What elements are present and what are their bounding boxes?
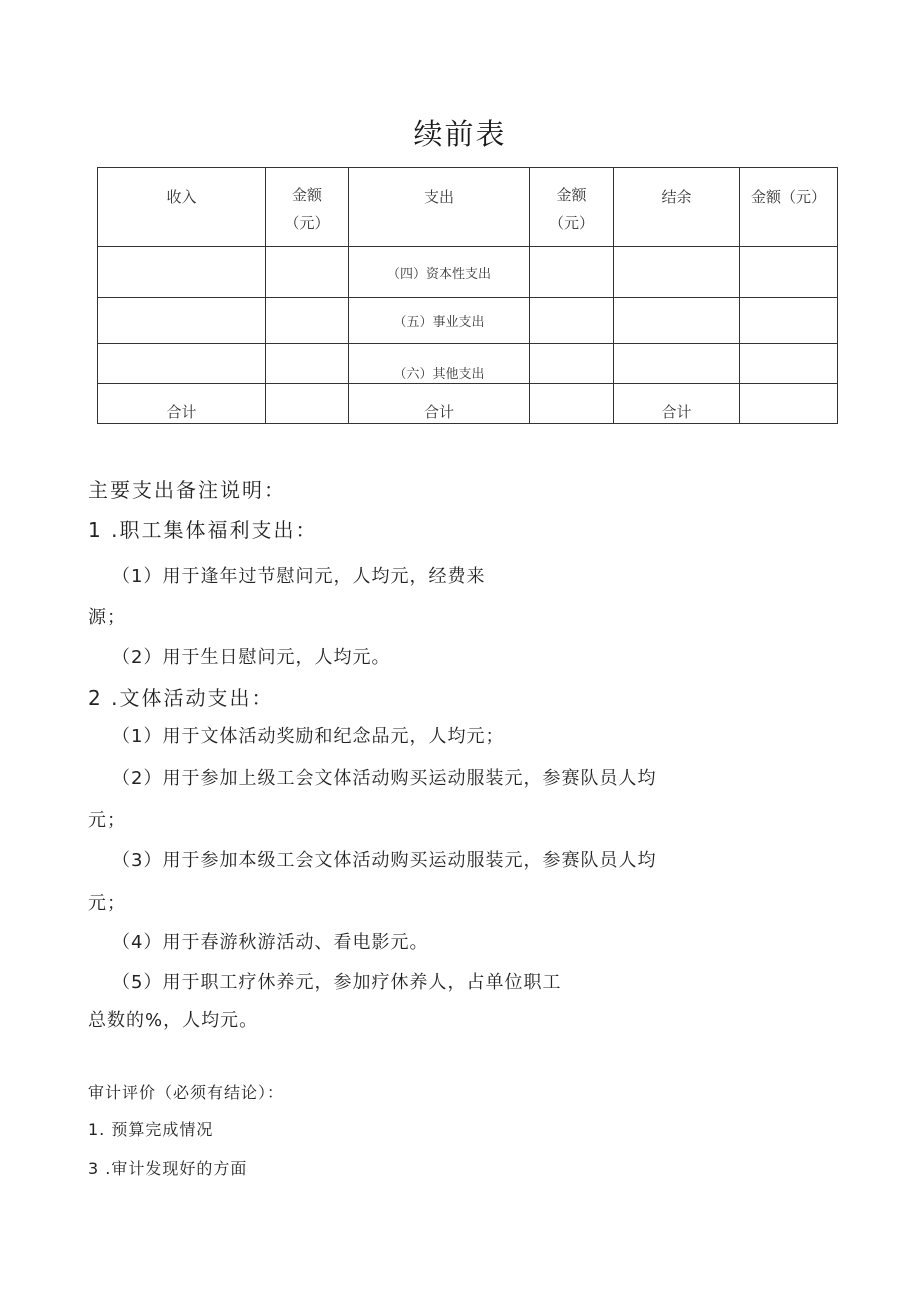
audit-heading: 审计评价（必须有结论）： <box>88 1083 285 1102</box>
table-row <box>98 298 838 344</box>
header-balance: 结余 <box>614 168 740 247</box>
budget-table <box>97 167 838 424</box>
header-unit-label: （元） <box>548 214 594 232</box>
audit-item-1: 1. 预算完成情况 <box>88 1120 214 1139</box>
table-row <box>98 344 838 384</box>
expense-item: （四）资本性支出 <box>349 247 530 298</box>
section-2-title: 2 .文体活动支出： <box>88 686 274 710</box>
header-balance-amount: 金额（元） <box>740 168 838 247</box>
header-income: 收入 <box>98 168 266 247</box>
income-total-label: 合计 <box>98 384 266 424</box>
list-item: （3）用于参加本级工会文体活动购买运动服装元，参赛队员人均 <box>112 850 657 871</box>
header-expense-amount <box>530 168 614 247</box>
expense-item: （五）事业支出 <box>349 298 530 344</box>
list-item-continued: 元； <box>88 810 126 831</box>
table-header-row <box>98 168 838 247</box>
list-item: （1）用于文体活动奖励和纪念品元，人均元； <box>112 726 505 747</box>
balance-total-label: 合计 <box>614 384 740 424</box>
list-item-continued: 源； <box>88 607 126 628</box>
list-item: （4）用于春游秋游活动、看电影元。 <box>112 932 429 953</box>
list-item: （1）用于逢年过节慰问元，人均元，经费来 <box>112 566 486 587</box>
list-item: （2）用于参加上级工会文体活动购买运动服装元，参赛队员人均 <box>112 768 657 789</box>
header-unit-label: （元） <box>284 214 330 232</box>
expense-total-label: 合计 <box>349 384 530 424</box>
table-row <box>98 247 838 298</box>
page-title: 续前表 <box>413 117 507 151</box>
list-item-continued: 元； <box>88 893 126 914</box>
table-total-row <box>98 384 838 424</box>
header-income-amount <box>266 168 349 247</box>
header-expense: 支出 <box>349 168 530 247</box>
expense-item: （六）其他支出 <box>349 344 530 384</box>
notes-heading: 主要支出备注说明： <box>88 478 286 502</box>
list-item: （2）用于生日慰问元，人均元。 <box>112 647 391 668</box>
audit-item-3: 3 .审计发现好的方面 <box>88 1159 248 1178</box>
list-item-continued: 总数的%，人均元。 <box>88 1010 259 1031</box>
section-1-title: 1 .职工集体福利支出： <box>88 518 318 542</box>
header-amount-label: 金额 <box>291 186 322 204</box>
list-item: （5）用于职工疗休养元，参加疗休养人，占单位职工 <box>112 972 562 993</box>
header-amount-label: 金额 <box>556 186 587 204</box>
